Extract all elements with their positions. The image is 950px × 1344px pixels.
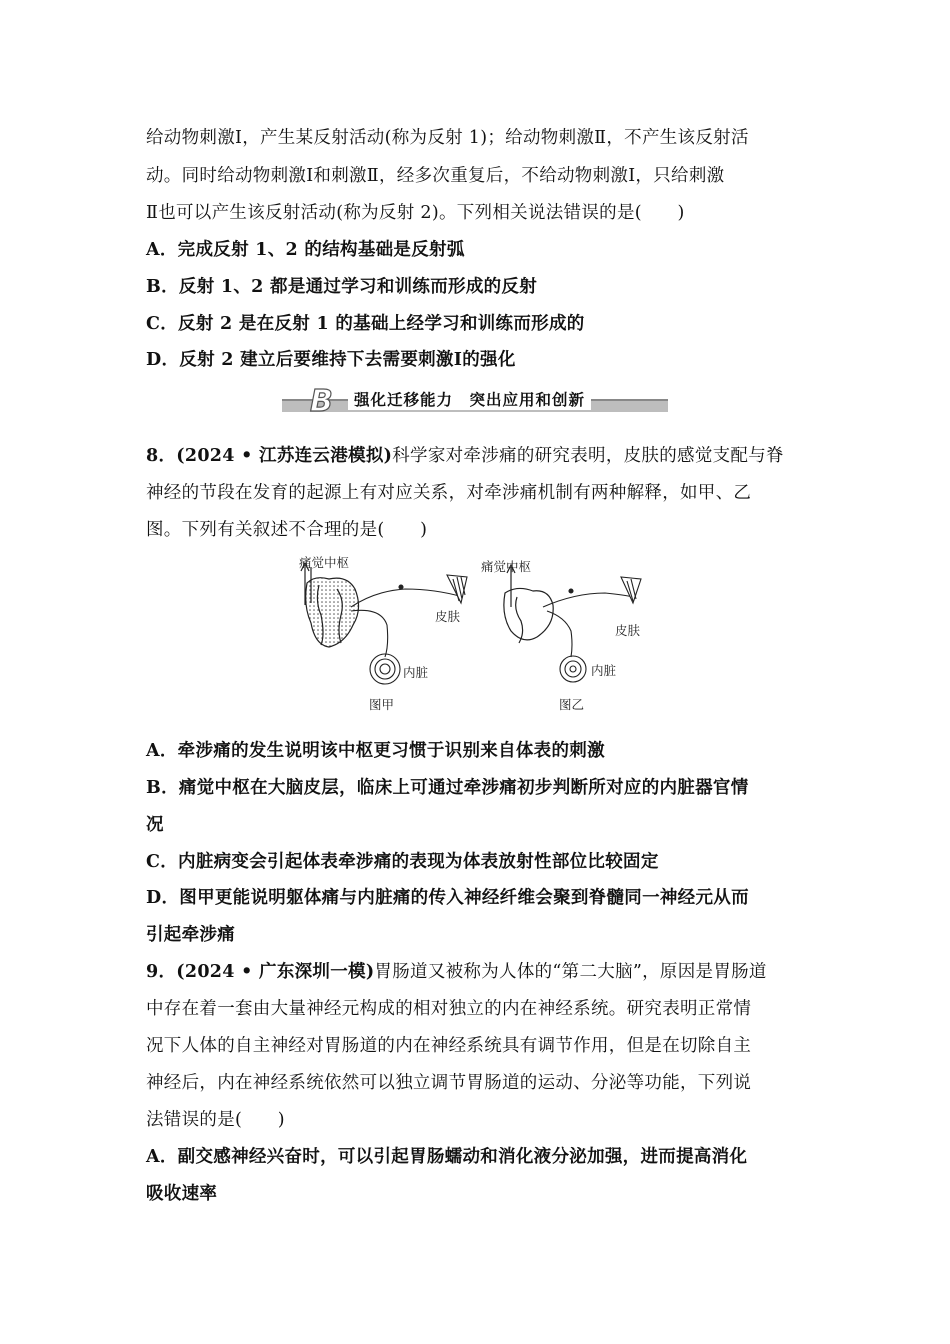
panel-a-center-label: 痛觉中枢: [299, 555, 350, 570]
q9-number: 9．(2024 • 广东深圳一模): [146, 962, 375, 982]
q8-option-b-cont: 况: [146, 815, 164, 835]
panel-a-skin-label: 皮肤: [435, 609, 461, 624]
section-letter: B: [310, 384, 333, 419]
q7-option-c: C．反射 2 是在反射 1 的基础上经学习和训练而形成的: [146, 314, 585, 334]
q7-stem-line-1: 给动物刺激Ⅰ，产生某反射活动(称为反射 1)；给动物刺激Ⅱ，不产生该反射活: [146, 128, 749, 148]
q7-option-b: B．反射 1、2 都是通过学习和训练而形成的反射: [146, 277, 538, 297]
q9-stem-rest: 胃肠道又被称为人体的“第二大脑”，原因是胃肠道: [374, 962, 767, 982]
panel-a-organ: [370, 654, 400, 684]
q8-option-c: C．内脏病变会引起体表牵涉痛的表现为体表放射性部位比较固定: [146, 852, 659, 872]
section-banner: [282, 384, 668, 419]
q8-option-d: D．图甲更能说明躯体痛与内脏痛的传入神经纤维会聚到脊髓同一神经元从而: [146, 888, 749, 908]
q8-stem-line-3: 图。下列有关叙述不合理的是( ): [146, 520, 428, 540]
q9-stem-line-2: 中存在着一套由大量神经元构成的相对独立的内在神经系统。研究表明正常情: [146, 999, 752, 1019]
q7-stem-line-3: Ⅱ也可以产生该反射活动(称为反射 2)。下列相关说法错误的是( ): [146, 203, 685, 223]
referred-pain-figure: [285, 545, 665, 717]
panel-a-organ-label: 内脏: [403, 665, 429, 680]
q9-stem-line-1: [146, 960, 810, 984]
q9-stem-line-3: 况下人体的自主神经对胃肠道的内在神经系统具有调节作用，但是在切除自主: [146, 1036, 752, 1056]
q9-stem-line-4: 神经后，内在神经系统依然可以独立调节胃肠道的运动、分泌等功能，下列说: [146, 1073, 752, 1093]
q7-option-d: D．反射 2 建立后要维持下去需要刺激Ⅰ的强化: [146, 350, 516, 370]
q8-option-b: B．痛觉中枢在大脑皮层，临床上可通过牵涉痛初步判断所对应的内脏器官情: [146, 778, 749, 798]
q8-stem-line-2: 神经的节段在发育的起源上有对应关系，对牵涉痛机制有两种解释，如甲、乙: [146, 483, 752, 503]
q9-option-a: A．副交感神经兴奋时，可以引起胃肠蠕动和消化液分泌加强，进而提高消化: [146, 1147, 748, 1167]
q8-stem-line-1: [146, 444, 810, 468]
q9-option-a-cont: 吸收速率: [146, 1184, 218, 1204]
q9-stem-line-5: 法错误的是( ): [146, 1110, 285, 1130]
panel-b-caption: 图乙: [559, 697, 585, 712]
q8-option-a: A．牵涉痛的发生说明该中枢更习惯于识别来自体表的刺激: [146, 741, 605, 761]
q8-option-d-cont: 引起牵涉痛: [146, 925, 235, 945]
q7-stem-line-2: 动。同时给动物刺激Ⅰ和刺激Ⅱ，经多次重复后，不给动物刺激Ⅰ，只给刺激: [146, 166, 725, 186]
q8-stem-rest: 科学家对牵涉痛的研究表明，皮肤的感觉支配与脊: [392, 446, 784, 466]
section-title: 强化迁移能力 突出应用和创新: [348, 388, 591, 410]
q8-number: 8．(2024 • 江苏连云港模拟): [146, 446, 393, 466]
panel-b-spinal-cord: [504, 565, 553, 643]
q7-option-a: A．完成反射 1、2 的结构基础是反射弧: [146, 240, 465, 260]
panel-b-skin-label: 皮肤: [615, 623, 641, 638]
panel-b-center-label: 痛觉中枢: [481, 559, 532, 574]
panel-b-organ-label: 内脏: [591, 663, 617, 678]
panel-b-nerves: [543, 577, 641, 657]
panel-a-caption: 图甲: [369, 697, 395, 712]
panel-b-organ: [560, 656, 586, 682]
panel-a-spinal-cord: [301, 563, 359, 647]
